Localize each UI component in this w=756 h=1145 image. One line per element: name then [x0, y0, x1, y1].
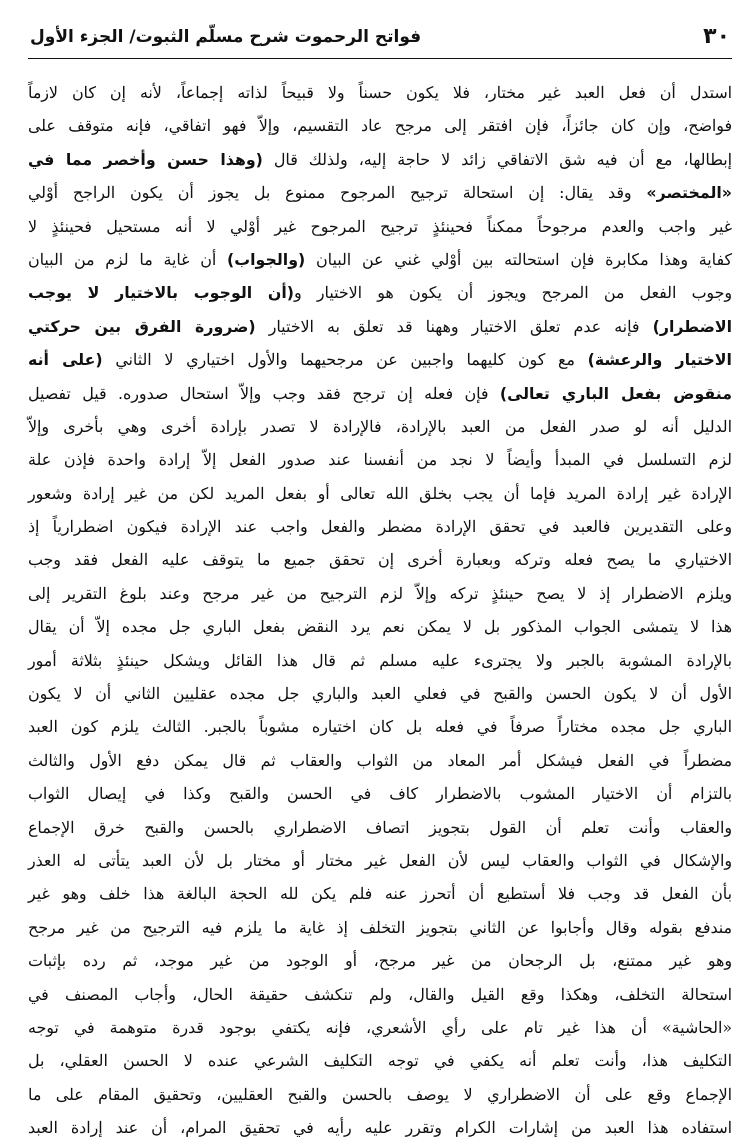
text-line [28, 811, 732, 844]
bold-phrase: «المختصر» [646, 183, 732, 203]
bold-phrase: (على أنه [28, 350, 103, 370]
text-line [28, 310, 732, 343]
text-line [28, 543, 732, 576]
text-line [28, 577, 732, 610]
text-line [28, 1044, 732, 1077]
bold-phrase: (ضرورة الفرق بين حركتي [28, 316, 256, 336]
text-segment: «الحاشية» أن هذا غير تام على رأي الأشعري، فإنه يكتفي بوجود قدرة متوهمة في توجه [28, 1017, 732, 1037]
text-segment: الأول أن لا يكون الحسن والقبح في فعلي العبد والباري جل مجده عقليين الثاني أن لا يكون [28, 684, 732, 704]
text-line [28, 911, 732, 944]
text-segment: فإن فعله إن ترجح فقد وجب وإلاّ استحال صدوره. قيل تفصيل [28, 383, 500, 403]
text-segment: وقد يقال: إن استحالة ترجيح المرجوح ممنوع بل يجوز أن يكون الراجح أوْلي [28, 183, 647, 203]
text-segment: فواضح، وإن كان جائزاً، فإن افتقر إلى مرجح عاد التقسيم، وإلاّ فهو اتفاقي، فإنه متوقف على [28, 116, 732, 136]
text-line [28, 343, 732, 376]
text-segment: مندفع بقوله وقال وأجابوا عن الثاني بتجويز التخلف إذ غاية ما يلزم فيه الترجيح من غير مرجح [28, 917, 732, 937]
text-segment: والعقاب وأنت تعلم أن القول بتجويز اتصاف الاضطراري بالحسن والقبح خرق الإجماع [28, 817, 732, 837]
text-line [28, 510, 732, 543]
text-line [28, 243, 732, 276]
text-line [28, 1011, 732, 1044]
text-line [28, 978, 732, 1011]
text-segment: ويلزم الاضطرار إذ لا يصح حينئذٍ تركه وإلاّ لزم الترجيح من غير مرجح وعند بلوغ التقرير إلى [28, 583, 732, 603]
text-segment: لزم التسلسل في المبدأ وأيضاً لا نجد من أنفسنا عند صدور الفعل إلاّ إرادة واحدة فإذن علة [28, 450, 732, 470]
text-line [28, 143, 732, 176]
text-segment: أن غاية ما لزم من البيان [28, 249, 228, 269]
text-segment: مضطراً في الفعل فيشكل أمر المعاد من الثواب والعقاب ثم قال يمكن دفع الأول والثالث [28, 750, 732, 770]
text-line [28, 210, 732, 243]
bold-phrase: (وهذا حسن وأخصر مما في [28, 149, 263, 169]
text-line [28, 944, 732, 977]
text-segment: وجوب الفعل من المرجح ويجوز أن يكون هو الاختيار و [294, 283, 732, 303]
text-segment: استفاده هذا العبد من إشارات الكرام وتقرر عليه رأيه في تحقيق المرام، أن عند إرادة العبد [28, 1118, 732, 1138]
text-segment: غير واجب والعدم مرجوحاً ممكناً فحينئذٍ ترجيح المرجوح غير أوْلي لا أنه مستحيل فحينئذٍ لا [28, 216, 732, 236]
text-line [28, 410, 732, 443]
text-line [28, 777, 732, 810]
text-line [28, 844, 732, 877]
text-line [28, 744, 732, 777]
text-line [28, 443, 732, 476]
text-line [28, 1078, 732, 1111]
text-line [28, 109, 732, 142]
text-segment: هذا لا يتمشى الجواب المذكور بل لا يمكن نعم يرد النقض بفعل الباري جل مجده إلاّ أن يقال [28, 617, 732, 637]
text-segment: وعلى التقديرين فالعبد في تحقق الإرادة مضطر والفعل واجب عند الإرادة فيكون اضطرارياً إذ [28, 517, 732, 537]
bold-phrase: (والجواب) [227, 249, 306, 269]
running-title: فواتح الرحموت شرح مسلّم الثبوت/ الجزء الأول [30, 27, 422, 47]
text-segment: بأن الفعل قد وجب فلا أستطيع أن أتحرز عنه فلم يكن لله الحجة البالغة هذا خلف وهو غير [28, 884, 732, 904]
text-segment: بالتزام أن الاختيار المشوب بالاضطرار كاف في الحسن والقبح وكذا في إيصال الثواب [28, 784, 732, 804]
bold-phrase: الاضطرار) [652, 316, 733, 336]
text-segment: الإجماع وقع على أن الاضطراري لا يوصف بالحسن والقبح العقليين، وتحقيق المقام على ما [28, 1084, 732, 1104]
text-line [28, 877, 732, 910]
text-segment: التكليف هذا، وأنت تعلم أنه يكفي في توجه التكليف الشرعي عنده لا الحسن العقلي، بل [28, 1051, 732, 1071]
text-segment: الدليل أنه لو صدر الفعل من العبد بالإرادة، فالإرادة لا تصدر بإرادة أخرى وهي بأخرى وإلاّ [28, 416, 732, 436]
text-segment: وهو غير ممتنع، بل الرجحان من غير مرجح، أو الوجود من غير موجد، ثم رده بإثبات [28, 951, 732, 971]
text-segment: فإنه عدم تعلق الاختيار وههنا قد تعلق به الاختيار [255, 316, 653, 336]
text-segment: استحالة التخلف، وهكذا وقع القيل والقال، ولم تنكشف حقيقة الحال، وأجاب المصنف في [28, 984, 732, 1004]
text-line [28, 76, 732, 109]
text-segment: الإرادة غير إرادة المريد فإما أن يجب بخلق الله تعالى أو بفعل المريد لكن من غير إرادة وشعور [28, 483, 732, 503]
text-line [28, 1111, 732, 1144]
text-line [28, 610, 732, 643]
text-segment: بالإرادة المشوبة بالجبر ولا يجترىء عليه مسلم ثم قال هذا القائل ويشكل حينئذٍ بثلاثة أمور [28, 650, 732, 670]
text-segment: كفاية وهذا مكابرة فإن استحالته بين أوْلي غني عن البيان [305, 249, 733, 269]
bold-phrase: منقوض بفعل الباري تعالى) [499, 383, 733, 403]
header-rule [28, 58, 732, 59]
text-line [28, 176, 732, 209]
text-segment: إبطالها، مع أن فيه شق الاتفاقي زائد لا حاجة إليه، ولذلك قال [262, 149, 732, 169]
text-segment: والإشكال في الثواب والعقاب ليس لأن الفعل غير مختار أو مختار بل لأن العبد يتأتى له العذر [28, 850, 732, 870]
bold-phrase: (أن الوجوب بالاختيار لا يوجب [28, 283, 295, 303]
text-line [28, 377, 732, 410]
text-segment: الاختياري ما يصح فعله وتركه وبعبارة أخرى إن تحقق جميع ما يتوقف عليه الفعل فقد وجب [28, 550, 732, 570]
text-segment: استدل أن فعل العبد غير مختار، فلا يكون حسناً ولا قبيحاً لذاته إجماعاً، لأنه إن كان لازماً [28, 83, 732, 102]
text-line [28, 677, 732, 710]
text-line [28, 276, 732, 309]
text-line [28, 644, 732, 677]
page-number: ٣٠ [703, 24, 730, 49]
text-line [28, 477, 732, 510]
document-page [28, 14, 733, 1138]
bold-phrase: الاختيار والرعشة) [587, 350, 732, 370]
text-segment: مع كون كليهما واجبين عن مرجحيهما والأول اختياري لا الثاني [102, 350, 588, 370]
text-segment: الباري جل مجده مختاراً صرفاً في فعله بل كان اختياره مشوباً بالجبر. الثالث يلزم كون العبد [28, 717, 732, 737]
page-header [28, 14, 732, 54]
body-text [28, 76, 733, 1138]
text-line [28, 710, 732, 743]
